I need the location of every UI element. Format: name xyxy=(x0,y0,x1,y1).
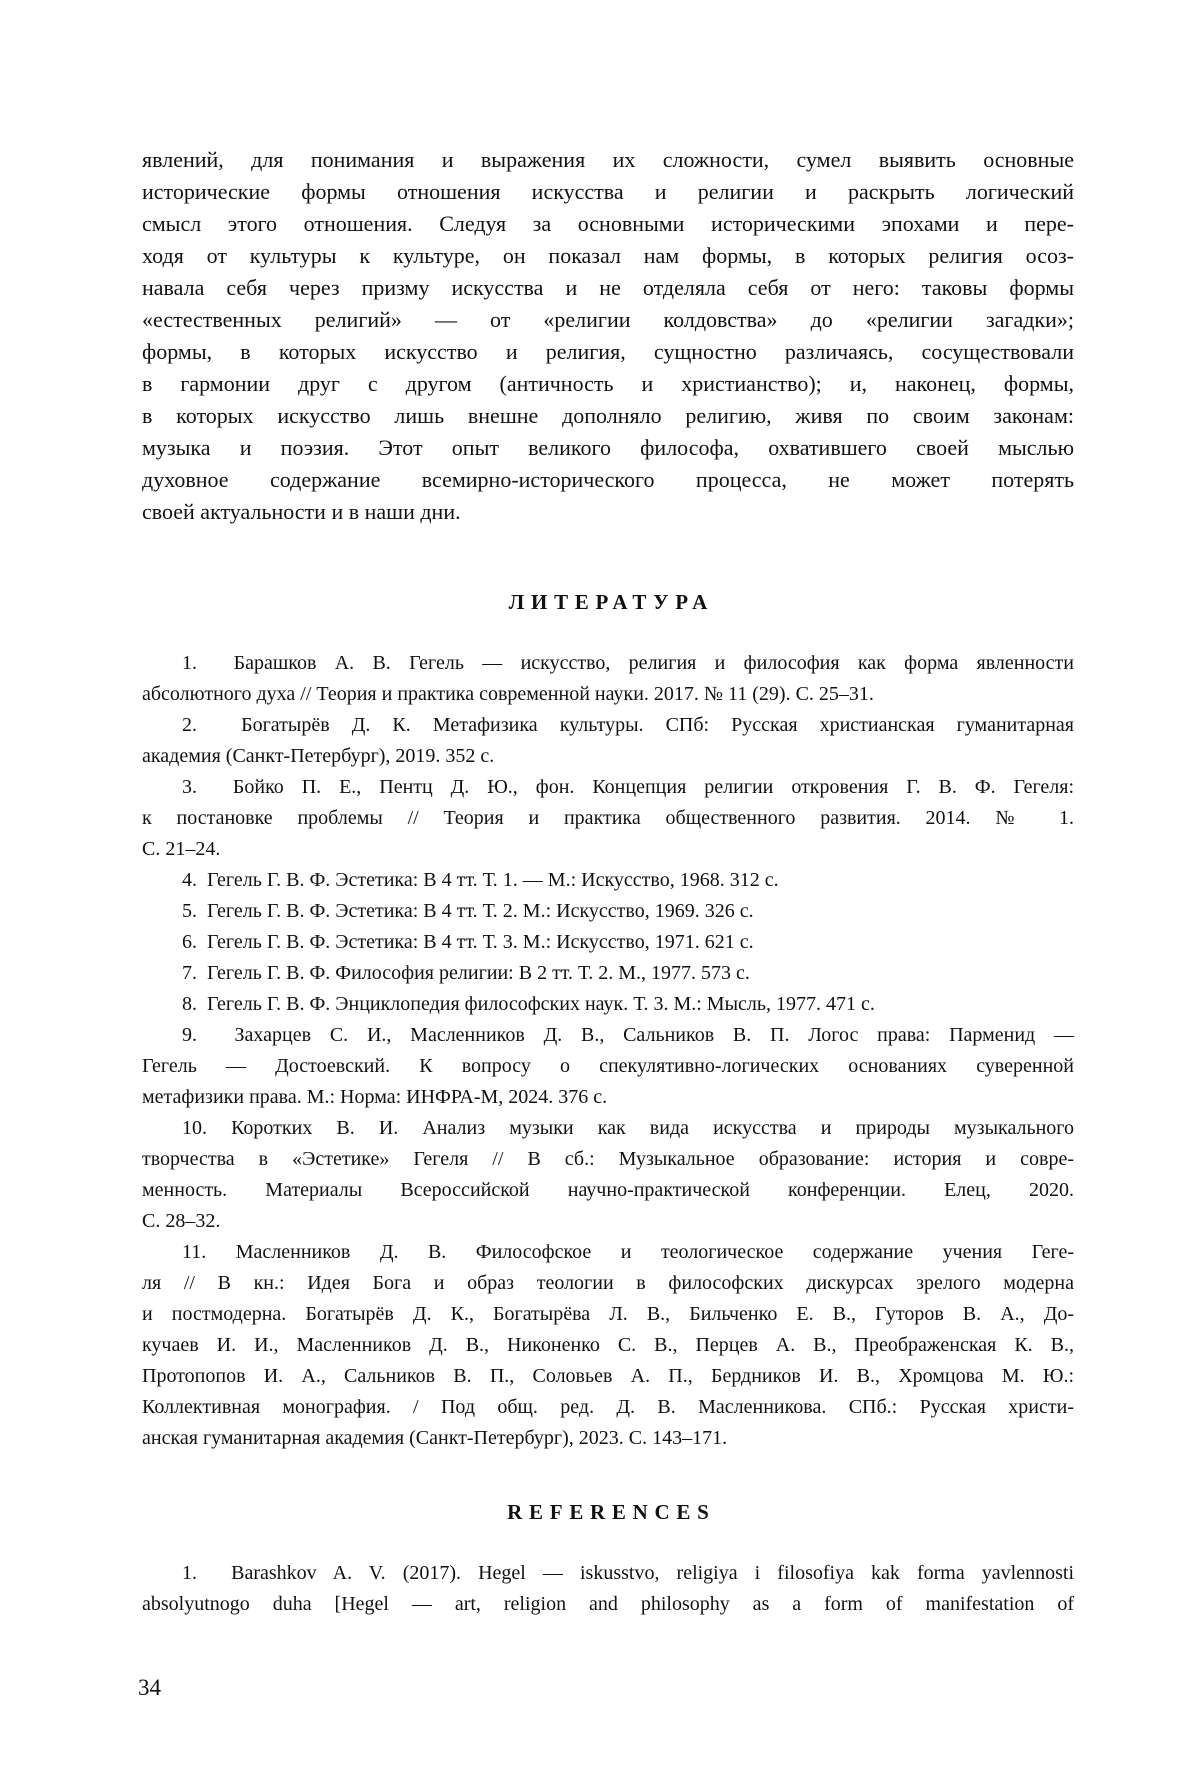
text-line: ходя от культуры к культуре, он показал нам формы, в которых религия осоз- xyxy=(142,243,1074,268)
text-line: Коллективная монография. / Под общ. ред. Д. В. Масленникова. СПб.: Русская христи- xyxy=(142,1396,1074,1418)
text-line: 2. Богатырёв Д. К. Метафизика культуры. СПб: Русская христианская гуманитарная xyxy=(182,714,1074,736)
text-line: в которых искусство лишь внешне дополняло религию, живя по своим законам: xyxy=(142,403,1074,428)
text-line: анская гуманитарная академия (Санкт-Петербург), 2023. С. 143–171. xyxy=(142,1427,728,1449)
intro-paragraph xyxy=(142,144,1074,528)
text-line: исторические формы отношения искусства и религии и раскрыть логический xyxy=(142,179,1074,204)
text-line: Гегель — Достоевский. К вопросу о спекулятивно-логических основаниях суверенной xyxy=(142,1055,1074,1077)
text-line: С. 28–32. xyxy=(142,1210,221,1232)
text-line: явлений, для понимания и выражения их сложности, сумел выявить основные xyxy=(142,147,1074,172)
text-line: в гармонии друг с другом (античность и христианство); и, наконец, формы, xyxy=(142,371,1074,396)
text-line: 8. Гегель Г. В. Ф. Энциклопедия философских наук. Т. 3. М.: Мысль, 1977. 471 с. xyxy=(182,993,875,1015)
text-line: навала себя через призму искусства и не отделяла себя от него: таковы формы xyxy=(142,275,1074,300)
page-number: 34 xyxy=(138,1675,161,1700)
text-line: академия (Санкт-Петербург), 2019. 352 с. xyxy=(142,745,495,767)
text-line: смысл этого отношения. Следуя за основными историческими эпохами и пере- xyxy=(142,211,1074,236)
text-line: метафизики права. М.: Норма: ИНФРА-М, 2024. 376 с. xyxy=(142,1086,608,1108)
text-line: духовное содержание всемирно-исторического процесса, не может потерять xyxy=(142,467,1074,492)
text-line: 10. Коротких В. И. Анализ музыки как вида искусства и природы музыкального xyxy=(182,1117,1074,1139)
text-line: менность. Материалы Всероссийской научно-практической конференции. Елец, 2020. xyxy=(142,1179,1074,1201)
text-line: музыка и поэзия. Этот опыт великого философа, охватившего своей мыслью xyxy=(142,435,1074,460)
text-line: к постановке проблемы // Теория и практика общественного развития. 2014. № 1. xyxy=(142,807,1074,829)
text-line: «естественных религий» — от «религии колдовства» до «религии загадки»; xyxy=(142,307,1074,332)
text-line: кучаев И. И., Масленников Д. В., Никоненко С. В., Перцев А. В., Преображенская К. В., xyxy=(142,1334,1074,1356)
text-line: 7. Гегель Г. В. Ф. Философия религии: В 2 тт. Т. 2. М., 1977. 573 с. xyxy=(182,962,750,984)
text-line: 11. Масленников Д. В. Философское и теологическое содержание учения Геге- xyxy=(182,1241,1074,1263)
text-line: абсолютного духа // Теория и практика современной науки. 2017. № 11 (29). С. 25–31. xyxy=(142,683,874,705)
text-line: 5. Гегель Г. В. Ф. Эстетика: В 4 тт. Т. 2. М.: Искусство, 1969. 326 с. xyxy=(182,900,754,922)
references-list xyxy=(142,1558,1074,1620)
literature-heading: ЛИТЕРАТУРА xyxy=(508,590,715,614)
text-line: С. 21–24. xyxy=(142,838,221,860)
literature-list xyxy=(142,648,1074,1454)
references-heading: REFERENCES xyxy=(507,1500,716,1524)
text-line: 1. Barashkov A. V. (2017). Hegel — iskusstvo, religiya i filosofiya kak forma yavlennosti xyxy=(182,1562,1074,1584)
text-line: формы, в которых искусство и религия, сущностно различаясь, сосуществовали xyxy=(142,339,1074,364)
text-line: Протопопов И. А., Сальников В. П., Соловьев А. П., Бердников И. В., Хромцова М. Ю.: xyxy=(142,1365,1074,1387)
text-line: 1. Барашков А. В. Гегель — искусство, религия и философия как форма явленности xyxy=(182,652,1074,674)
text-line: absolyutnogo duha [Hegel — art, religion and philosophy as a form of manifestation of xyxy=(142,1593,1074,1615)
text-line: своей актуальности и в наши дни. xyxy=(142,499,461,524)
text-line: ля // В кн.: Идея Бога и образ теологии в философских дискурсах зрелого модерна xyxy=(142,1272,1074,1294)
text-line: 6. Гегель Г. В. Ф. Эстетика: В 4 тт. Т. 3. М.: Искусство, 1971. 621 с. xyxy=(182,931,754,953)
text-line: творчества в «Эстетике» Гегеля // В сб.: Музыкальное образование: история и совре- xyxy=(142,1148,1074,1170)
text-line: 3. Бойко П. Е., Пентц Д. Ю., фон. Концепция религии откровения Г. В. Ф. Гегеля: xyxy=(182,776,1074,798)
text-line: 4. Гегель Г. В. Ф. Эстетика: В 4 тт. Т. 1. — М.: Искусство, 1968. 312 с. xyxy=(182,869,779,891)
text-line: и постмодерна. Богатырёв Д. К., Богатырёва Л. В., Бильченко Е. В., Гуторов В. А., До- xyxy=(142,1303,1074,1325)
text-line: 9. Захарцев С. И., Масленников Д. В., Сальников В. П. Логос права: Парменид — xyxy=(182,1024,1074,1046)
